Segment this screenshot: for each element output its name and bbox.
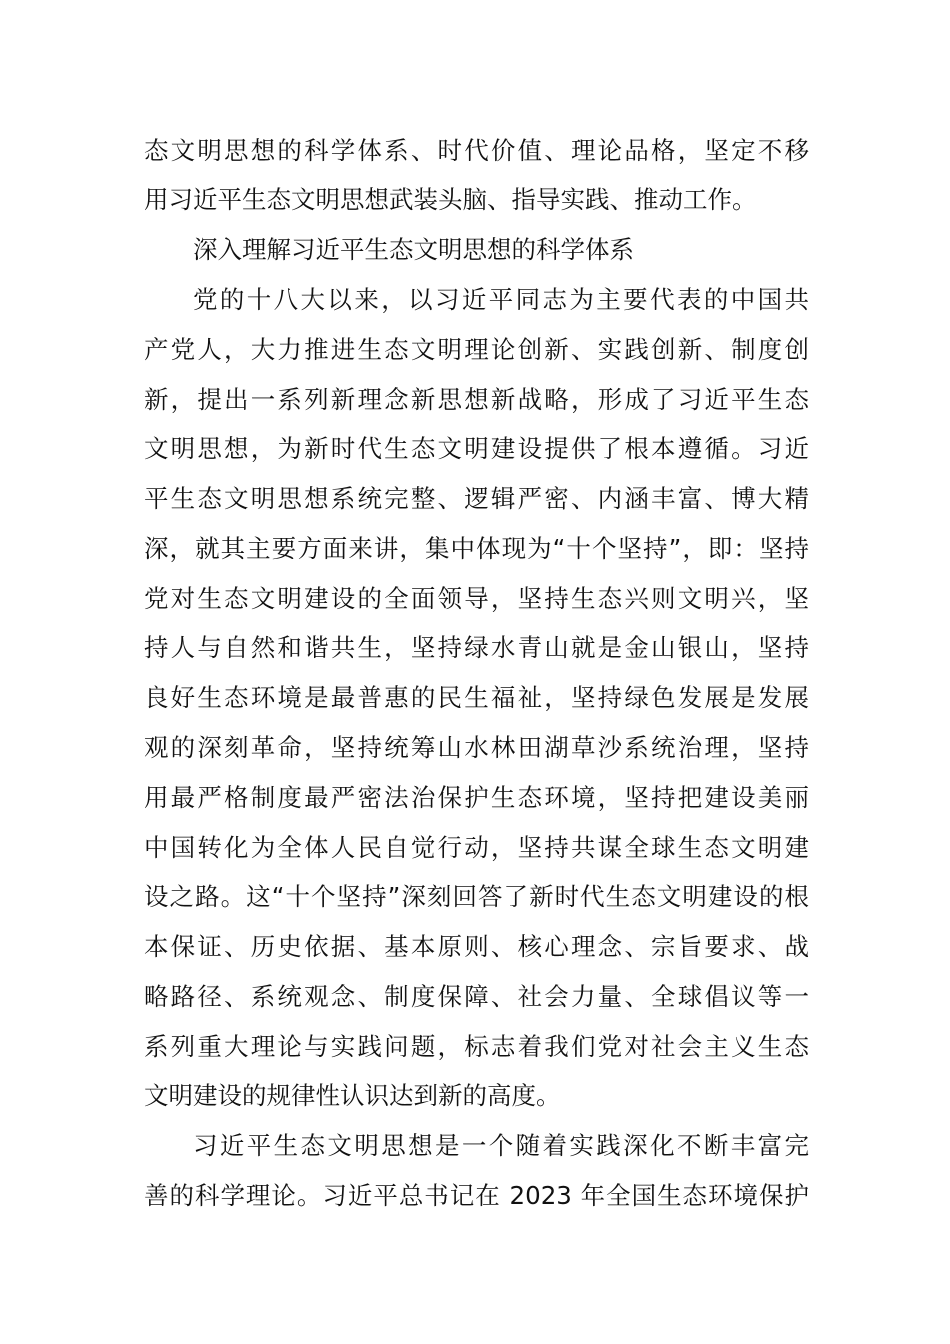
text-line: 平生态文明思想系统完整、逻辑严密、内涵丰富、博大精	[144, 484, 809, 513]
section-heading: 深入理解习近平生态文明思想的科学体系	[193, 235, 634, 264]
text-line: 文明思想，为新时代生态文明建设提供了根本遵循。习近	[144, 434, 809, 463]
text-line: 观的深刻革命，坚持统筹山水林田湖草沙系统治理，坚持	[144, 733, 809, 762]
text-line: 文明建设的规律性认识达到新的高度。	[144, 1081, 561, 1110]
text-line: 用习近平生态文明思想武装头脑、指导实践、推动工作。	[144, 185, 757, 214]
text-line: 本保证、历史依据、基本原则、核心理念、宗旨要求、战	[144, 932, 809, 961]
text-line: 产党人，大力推进生态文明理论创新、实践创新、制度创	[144, 335, 809, 364]
text-line: 系列重大理论与实践问题，标志着我们党对社会主义生态	[144, 1032, 809, 1061]
text-line: 略路径、系统观念、制度保障、社会力量、全球倡议等一	[144, 982, 809, 1011]
text-line: 中国转化为全体人民自觉行动，坚持共谋全球生态文明建	[144, 833, 809, 862]
text-line: 新，提出一系列新理念新思想新战略，形成了习近平生态	[144, 385, 809, 414]
text-line: 态文明思想的科学体系、时代价值、理论品格，坚定不移	[144, 136, 809, 165]
text-line: 持人与自然和谐共生，坚持绿水青山就是金山银山，坚持	[144, 633, 809, 662]
text-line: 深，就其主要方面来讲，集中体现为“十个坚持”，即：坚持	[144, 534, 809, 563]
text-line: 设之路。这“十个坚持”深刻回答了新时代生态文明建设的根	[144, 882, 809, 911]
text-line: 善的科学理论。习近平总书记在 2023 年全国生态环境保护	[144, 1181, 809, 1210]
text-line: 用最严格制度最严密法治保护生态环境，坚持把建设美丽	[144, 783, 809, 812]
text-line: 党的十八大以来，以习近平同志为主要代表的中国共	[193, 285, 809, 314]
text-line: 习近平生态文明思想是一个随着实践深化不断丰富完	[193, 1131, 809, 1160]
text-line: 良好生态环境是最普惠的民生福祉，坚持绿色发展是发展	[144, 683, 809, 712]
text-line: 党对生态文明建设的全面领导，坚持生态兴则文明兴，坚	[144, 584, 809, 613]
